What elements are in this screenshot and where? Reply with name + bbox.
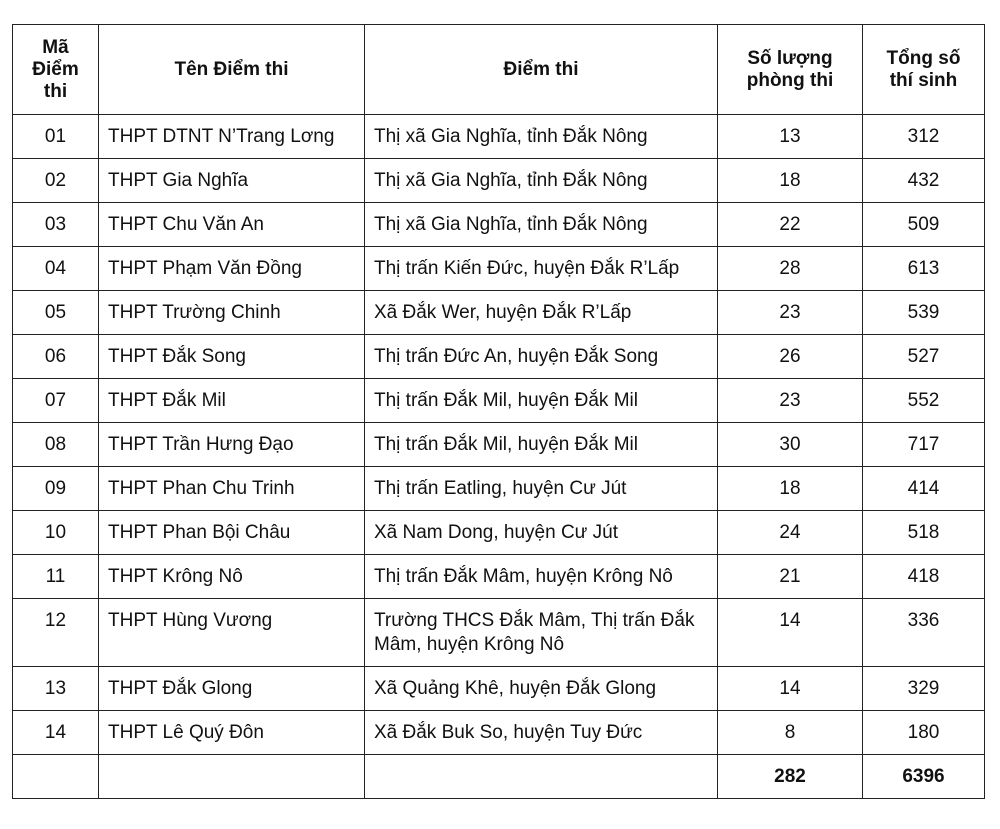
total-candidates: 6396	[863, 755, 985, 799]
room-count: 18	[718, 159, 863, 203]
site-location: Xã Đắk Buk So, huyện Tuy Đức	[365, 711, 718, 755]
site-code: 04	[13, 247, 99, 291]
room-count: 8	[718, 711, 863, 755]
table-row	[13, 667, 985, 711]
header-candidates: Tổng số thí sinh	[863, 25, 985, 115]
candidate-count: 414	[863, 467, 985, 511]
site-location: Thị xã Gia Nghĩa, tỉnh Đắk Nông	[365, 159, 718, 203]
total-rooms: 282	[718, 755, 863, 799]
room-count: 26	[718, 335, 863, 379]
site-code: 08	[13, 423, 99, 467]
site-code: 01	[13, 115, 99, 159]
site-code: 13	[13, 667, 99, 711]
site-location: Xã Nam Dong, huyện Cư Jút	[365, 511, 718, 555]
header-place: Điểm thi	[365, 25, 718, 115]
site-name: THPT Phan Bội Châu	[99, 511, 365, 555]
table-row	[13, 599, 985, 667]
table-row	[13, 291, 985, 335]
candidate-count: 312	[863, 115, 985, 159]
site-location: Thị trấn Đắk Mil, huyện Đắk Mil	[365, 379, 718, 423]
site-location: Thị trấn Đắk Mâm, huyện Krông Nô	[365, 555, 718, 599]
header-rooms: Số lượng phòng thi	[718, 25, 863, 115]
candidate-count: 336	[863, 599, 985, 667]
room-count: 23	[718, 291, 863, 335]
room-count: 14	[718, 599, 863, 667]
site-code: 10	[13, 511, 99, 555]
candidate-count: 518	[863, 511, 985, 555]
site-name: THPT Trần Hưng Đạo	[99, 423, 365, 467]
site-location: Thị xã Gia Nghĩa, tỉnh Đắk Nông	[365, 203, 718, 247]
site-name: THPT DTNT N’Trang Lơng	[99, 115, 365, 159]
room-count: 21	[718, 555, 863, 599]
site-code: 11	[13, 555, 99, 599]
total-place-cell	[365, 755, 718, 799]
site-code: 02	[13, 159, 99, 203]
candidate-count: 717	[863, 423, 985, 467]
site-location: Thị trấn Kiến Đức, huyện Đắk R’Lấp	[365, 247, 718, 291]
site-code: 14	[13, 711, 99, 755]
site-name: THPT Phạm Văn Đồng	[99, 247, 365, 291]
table-row	[13, 511, 985, 555]
site-name: THPT Phan Chu Trinh	[99, 467, 365, 511]
header-code: Mã Điểm thi	[13, 25, 99, 115]
site-location: Xã Đắk Wer, huyện Đắk R’Lấp	[365, 291, 718, 335]
site-name: THPT Đắk Glong	[99, 667, 365, 711]
table-row	[13, 711, 985, 755]
site-name: THPT Hùng Vương	[99, 599, 365, 667]
site-location: Xã Quảng Khê, huyện Đắk Glong	[365, 667, 718, 711]
candidate-count: 552	[863, 379, 985, 423]
total-code-cell	[13, 755, 99, 799]
table-row	[13, 115, 985, 159]
table-body	[13, 115, 985, 755]
site-name: THPT Chu Văn An	[99, 203, 365, 247]
exam-sites-table	[12, 24, 985, 799]
candidate-count: 329	[863, 667, 985, 711]
table-row	[13, 159, 985, 203]
site-code: 09	[13, 467, 99, 511]
table-row	[13, 247, 985, 291]
room-count: 22	[718, 203, 863, 247]
site-location: Trường THCS Đắk Mâm, Thị trấn Đắk Mâm, huyện Krông Nô	[365, 599, 718, 667]
site-code: 03	[13, 203, 99, 247]
room-count: 14	[718, 667, 863, 711]
candidate-count: 613	[863, 247, 985, 291]
room-count: 18	[718, 467, 863, 511]
site-name: THPT Krông Nô	[99, 555, 365, 599]
site-code: 06	[13, 335, 99, 379]
table-row	[13, 379, 985, 423]
room-count: 30	[718, 423, 863, 467]
candidate-count: 418	[863, 555, 985, 599]
site-location: Thị xã Gia Nghĩa, tỉnh Đắk Nông	[365, 115, 718, 159]
header-name: Tên Điểm thi	[99, 25, 365, 115]
table-row	[13, 203, 985, 247]
site-location: Thị trấn Đức An, huyện Đắk Song	[365, 335, 718, 379]
candidate-count: 509	[863, 203, 985, 247]
candidate-count: 180	[863, 711, 985, 755]
site-code: 12	[13, 599, 99, 667]
room-count: 13	[718, 115, 863, 159]
site-code: 05	[13, 291, 99, 335]
site-name: THPT Đắk Mil	[99, 379, 365, 423]
site-name: THPT Đắk Song	[99, 335, 365, 379]
site-name: THPT Trường Chinh	[99, 291, 365, 335]
header-row	[13, 25, 985, 115]
candidate-count: 432	[863, 159, 985, 203]
total-row	[13, 755, 985, 799]
room-count: 28	[718, 247, 863, 291]
candidate-count: 527	[863, 335, 985, 379]
table-row	[13, 335, 985, 379]
table-row	[13, 555, 985, 599]
total-name-cell	[99, 755, 365, 799]
site-location: Thị trấn Đắk Mil, huyện Đắk Mil	[365, 423, 718, 467]
site-name: THPT Gia Nghĩa	[99, 159, 365, 203]
room-count: 23	[718, 379, 863, 423]
site-location: Thị trấn Eatling, huyện Cư Jút	[365, 467, 718, 511]
site-name: THPT Lê Quý Đôn	[99, 711, 365, 755]
site-code: 07	[13, 379, 99, 423]
candidate-count: 539	[863, 291, 985, 335]
table-row	[13, 467, 985, 511]
table-row	[13, 423, 985, 467]
room-count: 24	[718, 511, 863, 555]
